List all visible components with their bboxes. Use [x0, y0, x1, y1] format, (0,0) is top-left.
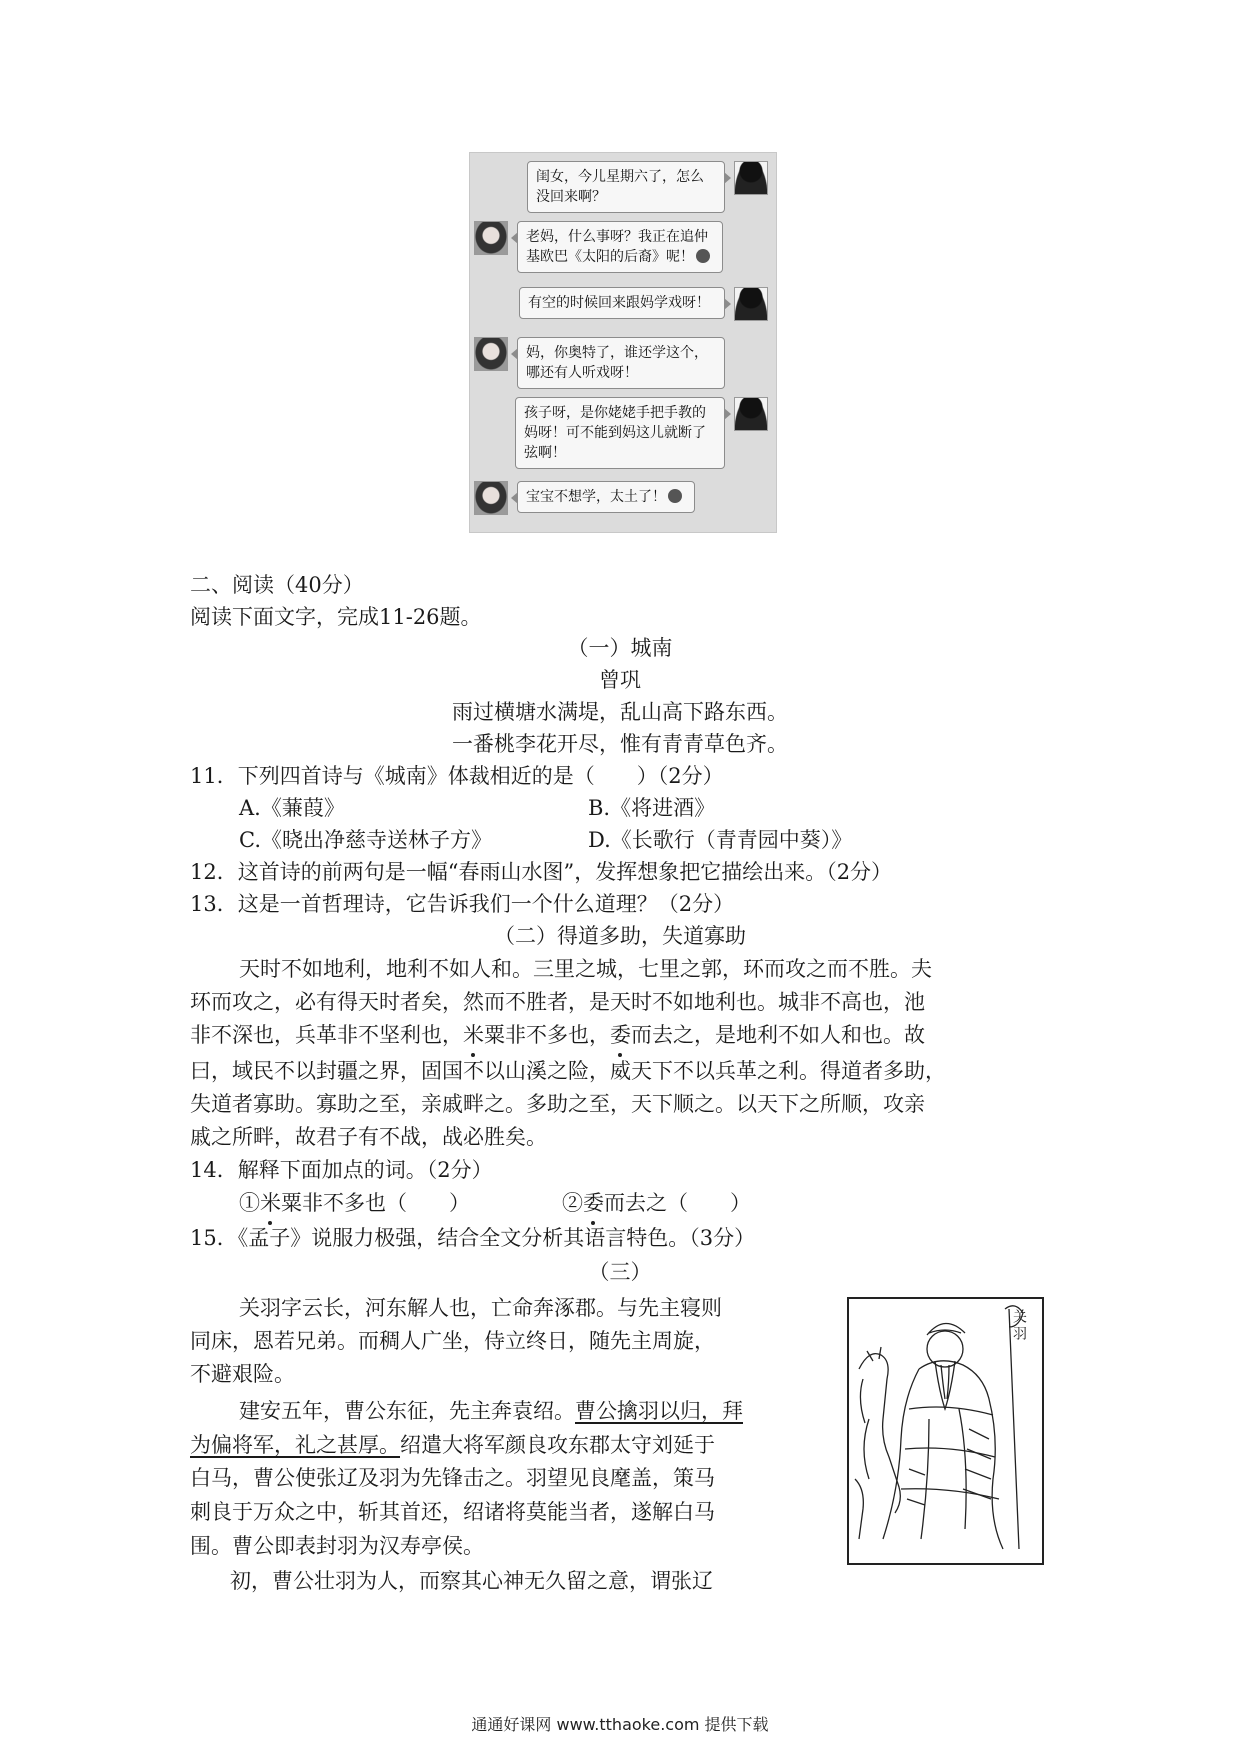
passage3-line: 关羽字云长，河东解人也，亡命奔涿郡。与先主寝则: [239, 1296, 722, 1320]
passage3-line: 白马，曹公使张辽及羽为先锋击之。羽望见良麾盖，策马: [190, 1466, 715, 1490]
chat-bubble: 有空的时候回来跟妈学戏呀！: [519, 287, 725, 319]
mom-avatar-icon: [734, 287, 768, 321]
text-span: ②: [562, 1191, 583, 1215]
mom-avatar-icon: [734, 397, 768, 431]
passage3-line: 初，曹公壮羽为人，而察其心神无久留之意，谓张辽: [230, 1569, 713, 1593]
daughter-avatar-icon: [474, 337, 508, 371]
passage2-line: 曰，域民不以封疆之界，固国不以山溪之险，威天下不以兵革之利。得道者多助，: [190, 1059, 946, 1083]
dotted-char: [260, 1191, 281, 1215]
passage3-line: [239, 1395, 743, 1427]
chat-message: [474, 221, 723, 273]
poem-line: 雨过横塘水满堤，乱山高下路东西。: [452, 700, 788, 724]
text-span: ①: [239, 1191, 260, 1215]
option-b: B.《将进酒》: [588, 796, 716, 820]
emoji-icon: [668, 489, 682, 503]
underlined-text: 曹公擒羽以归，拜: [575, 1399, 743, 1423]
page-footer: 通通好课网 www.tthaoke.com 提供下载: [471, 1715, 769, 1734]
text-span: 委: [583, 1191, 604, 1215]
passage2-title: （二）得道多助，失道寡助: [494, 924, 746, 948]
text-span: 粟: [484, 1023, 505, 1047]
dotted-char: [463, 1023, 484, 1047]
passage3-line: 同床，恩若兄弟。而稠人广坐，侍立终日，随先主周旋，: [190, 1329, 715, 1353]
passage2-line: 环而攻之，必有得天时者矣，然而不胜者，是天时不如地利也。城非不高也，池: [190, 990, 925, 1014]
passage3-line: [190, 1429, 715, 1461]
dotted-char: [583, 1191, 604, 1215]
text-span: 绍遣大将军颜良攻东郡太守刘延于: [400, 1433, 715, 1457]
passage2-line: 戚之所畔，故君子有不战，战必胜矣。: [190, 1125, 547, 1149]
chat-bubble: [517, 481, 695, 513]
guan-yu-portrait: [847, 1297, 1044, 1565]
text-span: 委: [610, 1023, 631, 1047]
question-11: 11．下列四首诗与《城南》体裁相近的是（ ）（2分）: [190, 764, 724, 788]
dotted-char: [610, 1023, 631, 1047]
passage3-title: （三）: [588, 1260, 652, 1284]
mom-avatar-icon: [734, 161, 768, 195]
question-14-item-2: [562, 1187, 751, 1219]
section-heading: 二、阅读（40分）: [190, 573, 364, 597]
question-14: 14．解释下面加点的词。（2分）: [190, 1158, 493, 1182]
text-span: 而去之，是地利不如人和也。故: [631, 1023, 925, 1047]
text-span: 粟: [281, 1191, 302, 1215]
passage2-line: 天时不如地利，地利不如人和。三里之城，七里之郭，环而攻之而不胜。夫: [239, 957, 932, 981]
text-span: 而去之（ ）: [604, 1191, 751, 1215]
chat-message: [519, 287, 768, 321]
option-a: A.《蒹葭》: [239, 796, 345, 820]
option-d: D.《长歌行（青青园中葵）》: [588, 828, 853, 852]
passage3-line: 刺良于万众之中，斩其首还，绍诸将莫能当者，遂解白马: [190, 1500, 715, 1524]
portrait-label: 关羽: [1011, 1309, 1027, 1343]
passage2-line: 失道者寡助。寡助之至，亲戚畔之。多助之至，天下顺之。以天下之所顺，攻亲: [190, 1092, 925, 1116]
passage2-line: [190, 1019, 925, 1051]
text-span: 非不深也，兵革非不坚利也，: [190, 1023, 463, 1047]
question-14-item-1: [239, 1187, 470, 1219]
question-13: 13．这是一首哲理诗，它告诉我们一个什么道理？（2分）: [190, 892, 735, 916]
poem-line: 一番桃李花开尽，惟有青青草色齐。: [452, 732, 788, 756]
chat-text: 老妈，什么事呀？我正在追仲基欧巴《太阳的后裔》呢！: [526, 229, 708, 265]
chat-screenshot: [469, 152, 777, 533]
chat-text: 宝宝不想学，太土了！: [526, 489, 666, 505]
passage3-line: 围。曹公即表封羽为汉寿亭侯。: [190, 1534, 484, 1558]
passage3-line: 不避艰险。: [190, 1362, 295, 1386]
text-span: 米: [463, 1023, 484, 1047]
daughter-avatar-icon: [474, 481, 508, 515]
text-span: 非不多也（ ）: [302, 1191, 470, 1215]
poem-title: （一）城南: [567, 636, 673, 660]
chat-message: [474, 481, 695, 515]
text-span: 非不多也，: [505, 1023, 610, 1047]
daughter-avatar-icon: [474, 221, 508, 255]
option-c: C.《晓出净慈寺送林子方》: [239, 828, 492, 852]
text-span: 米: [260, 1191, 281, 1215]
chat-message: [515, 397, 768, 469]
question-15: 15．《孟子》说服力极强，结合全文分析其语言特色。（3分）: [190, 1226, 756, 1250]
chat-message: [474, 337, 725, 389]
chat-bubble: 闺女，今儿星期六了，怎么没回来啊？: [527, 161, 725, 213]
chat-bubble: [517, 221, 723, 273]
chat-bubble: 妈，你奥特了，谁还学这个，哪还有人听戏呀！: [517, 337, 725, 389]
chat-bubble: 孩子呀，是你姥姥手把手教的妈呀！可不能到妈这儿就断了弦啊！: [515, 397, 725, 469]
chat-message: [527, 161, 768, 213]
underlined-text: 为偏将军，礼之甚厚。: [190, 1433, 400, 1457]
question-12: 12．这首诗的前两句是一幅“春雨山水图”，发挥想象把它描绘出来。（2分）: [190, 860, 893, 884]
text-span: 建安五年，曹公东征，先主奔袁绍。: [239, 1399, 575, 1423]
emoji-icon: [696, 249, 710, 263]
section-instruction: 阅读下面文字，完成11-26题。: [190, 605, 482, 629]
poem-author: 曾巩: [599, 668, 641, 692]
